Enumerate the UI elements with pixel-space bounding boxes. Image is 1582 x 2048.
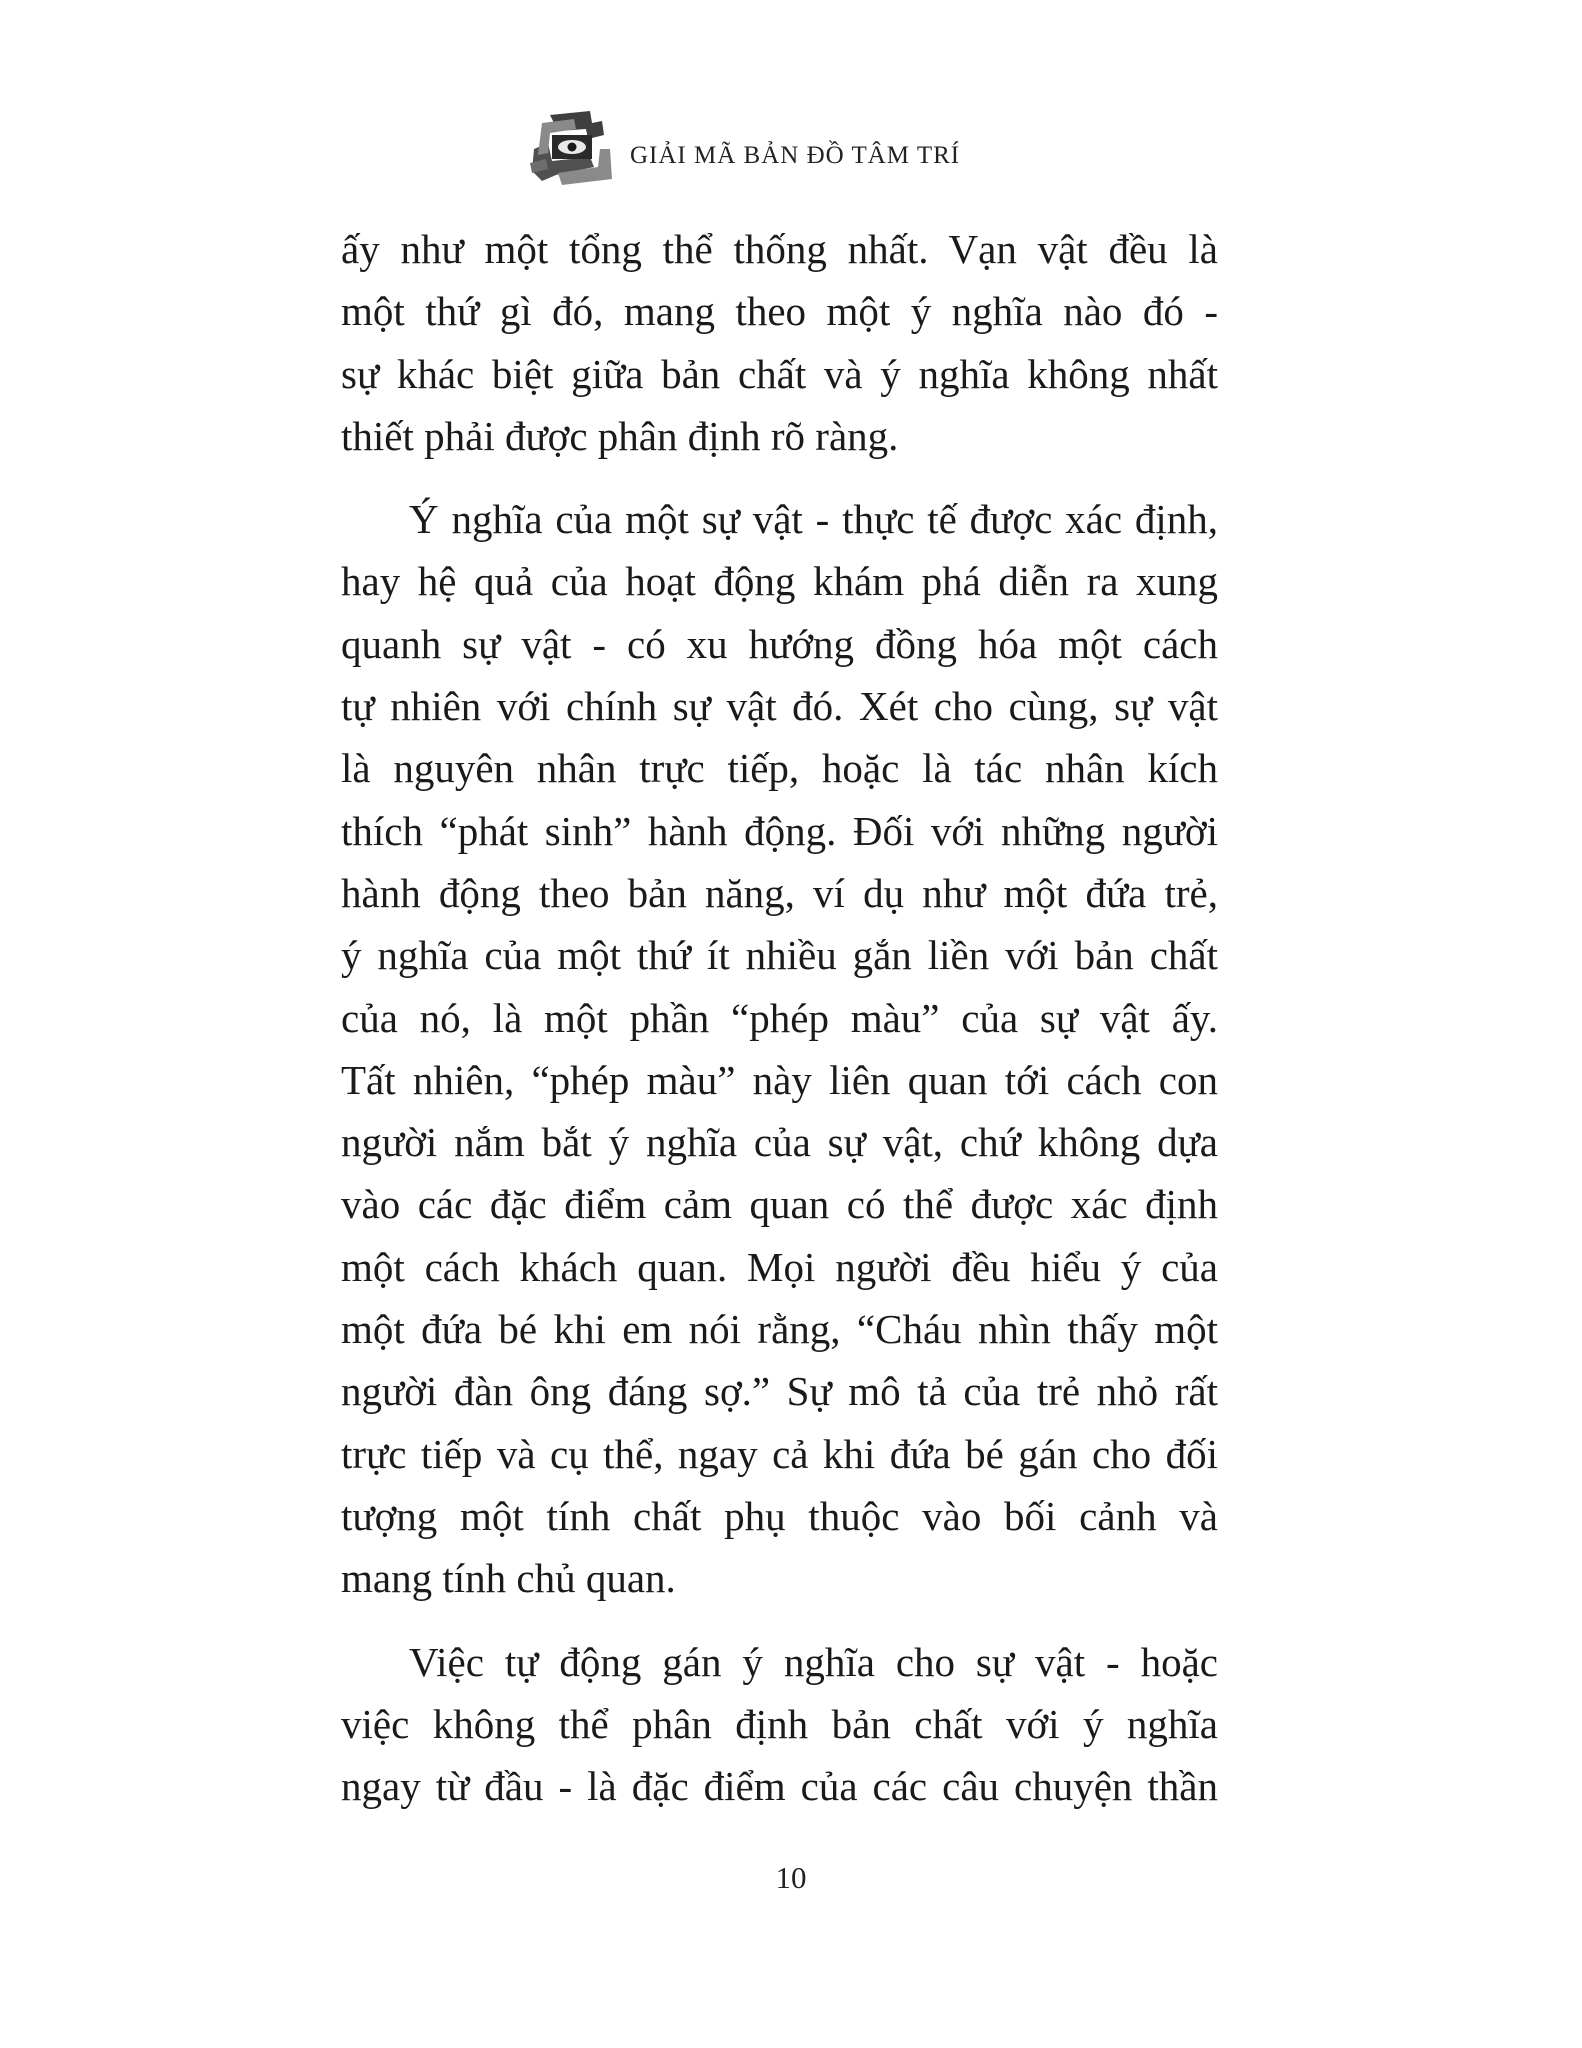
text-line: quanh sự vật - có xu hướng đồng hóa một cách: [341, 620, 1218, 667]
body-text: [341, 218, 1218, 1817]
text-line: một cách khách quan. Mọi người đều hiểu ý của: [341, 1243, 1218, 1290]
text-line: mang tính chủ quan.: [341, 1555, 676, 1602]
text-line: là nguyên nhân trực tiếp, hoặc là tác nhân kích: [341, 745, 1218, 792]
text-line: ấy như một tổng thể thống nhất. Vạn vật đều là: [341, 226, 1218, 272]
page-number: 10: [775, 1860, 807, 1895]
paragraph-2: [341, 488, 1218, 1609]
text-line: thích “phát sinh” hành động. Đối với những người: [341, 807, 1218, 854]
text-line: Tất nhiên, “phép màu” này liên quan tới cách con: [341, 1056, 1218, 1103]
text-line: thiết phải được phân định rõ ràng.: [341, 412, 899, 459]
text-line: một thứ gì đó, mang theo một ý nghĩa nào đó -: [341, 288, 1218, 335]
text-line: tượng một tính chất phụ thuộc vào bối cảnh và: [341, 1492, 1218, 1539]
text-line: hay hệ quả của hoạt động khám phá diễn ra xung: [341, 558, 1218, 605]
text-line: trực tiếp và cụ thể, ngay cả khi đứa bé gán cho đối: [341, 1430, 1218, 1477]
text-line: vào các đặc điểm cảm quan có thể được xác định: [341, 1181, 1218, 1228]
text-line: của nó, là một phần “phép màu” của sự vật ấy.: [341, 994, 1218, 1041]
text-line: người đàn ông đáng sợ.” Sự mô tả của trẻ nhỏ rất: [341, 1368, 1218, 1415]
text-line: việc không thể phân định bản chất với ý nghĩa: [341, 1700, 1218, 1747]
text-line: người nắm bắt ý nghĩa của sự vật, chứ không dựa: [341, 1119, 1218, 1166]
running-header: [528, 105, 960, 195]
text-line: ý nghĩa của một thứ ít nhiều gắn liền với bản chất: [341, 932, 1218, 979]
text-line: sự khác biệt giữa bản chất và ý nghĩa không nhất: [341, 350, 1218, 397]
paragraph-1: [341, 218, 1218, 467]
text-line: Việc tự động gán ý nghĩa cho sự vật - hoặc: [409, 1638, 1218, 1685]
running-header-title: GIẢI MÃ BẢN ĐỒ TÂM TRÍ: [630, 141, 961, 169]
text-line: ngay từ đầu - là đặc điểm của các câu chuyện thần: [341, 1763, 1218, 1810]
text-line: hành động theo bản năng, ví dụ như một đứa trẻ,: [341, 869, 1218, 916]
paragraph-3: [341, 1631, 1218, 1818]
text-line: tự nhiên với chính sự vật đó. Xét cho cùng, sự vật: [341, 683, 1218, 730]
text-line: Ý nghĩa của một sự vật - thực tế được xác định,: [409, 496, 1218, 543]
hands-framing-eye-icon: [528, 109, 614, 191]
text-line: một đứa bé khi em nói rằng, “Cháu nhìn thấy một: [341, 1306, 1218, 1353]
